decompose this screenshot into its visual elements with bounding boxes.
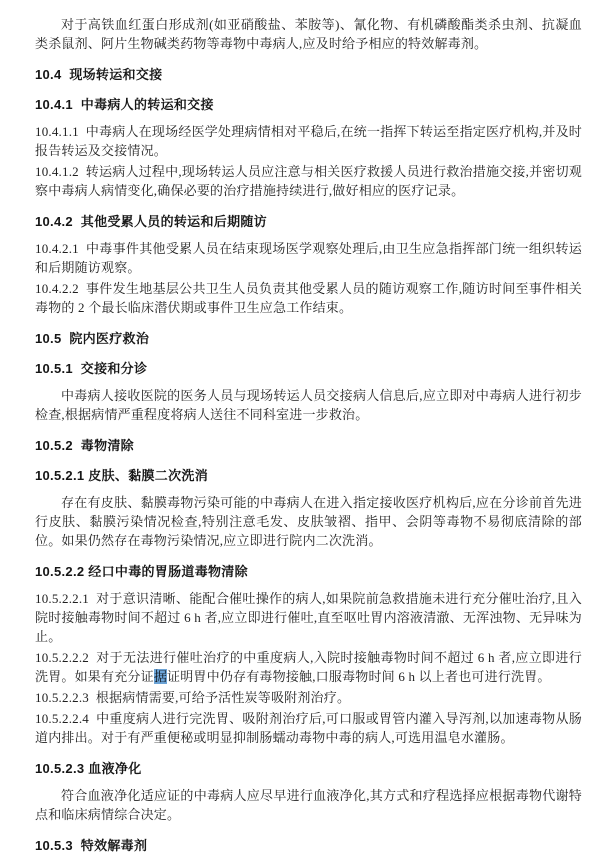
heading-10-5-2-3: 10.5.2.3 血液净化 xyxy=(35,761,142,776)
heading-10-5-1: 10.5.1 交接和分诊 xyxy=(35,361,148,376)
paragraph-text-after-selection: 证明胃中仍存有毒物接触,口服毒物时间 6 h 以上者也可进行洗胃。 xyxy=(167,669,551,684)
heading-10-4: 10.4 现场转运和交接 xyxy=(35,67,163,82)
heading-10-4-1: 10.4.1 中毒病人的转运和交接 xyxy=(35,97,214,112)
heading-10-5-2-1: 10.5.2.1 皮肤、黏膜二次洗消 xyxy=(35,468,208,483)
heading-10-5-2-2: 10.5.2.2 经口中毒的胃肠道毒物清除 xyxy=(35,564,248,579)
paragraph-10-5-2-2-4: 10.5.2.2.4 中重度病人进行完洗胃、吸附剂治疗后,可口服或胃管内灌入导泻剂,以加速毒物从肠道内排出。对于有严重便秘或明显抑制肠蠕动毒物中毒的病人,可选用温皂水灌肠。 xyxy=(35,711,582,745)
paragraph-10-4-2-2: 10.4.2.2 事件发生地基层公共卫生人员负责其他受累人员的随访观察工作,随访时间至事件相关毒物的 2 个最长临床潜伏期或事件卫生应急工作结束。 xyxy=(35,281,582,315)
paragraph-antidote-intro: 对于高铁血红蛋白形成剂(如亚硝酸盐、苯胺等)、氰化物、有机磷酸酯类杀虫剂、抗凝血类杀鼠剂、阿片生物碱类药物等毒物中毒病人,应及时给予相应的特效解毒剂。 xyxy=(35,17,582,51)
paragraph-10-4-1-1: 10.4.1.1 中毒病人在现场经医学处理病情相对平稳后,在统一指挥下转运至指定医疗机构,并及时报告转运及交接情况。 xyxy=(35,124,582,158)
paragraph-10-5-2-2-2 xyxy=(35,648,582,686)
paragraph-triage: 中毒病人接收医院的医务人员与现场转运人员交接病人信息后,应立即对中毒病人进行初步检查,根据病情严重程度将病人送往不同科室进一步救治。 xyxy=(35,388,582,422)
paragraph-10-5-2-2-3: 10.5.2.2.3 根据病情需要,可给予活性炭等吸附剂治疗。 xyxy=(35,690,351,705)
heading-10-5: 10.5 院内医疗救治 xyxy=(35,331,150,346)
heading-10-4-2: 10.4.2 其他受累人员的转运和后期随访 xyxy=(35,214,267,229)
heading-10-5-2: 10.5.2 毒物清除 xyxy=(35,438,134,453)
paragraph-10-5-2-2-1: 10.5.2.2.1 对于意识清晰、能配合催吐操作的病人,如果院前急救措施未进行充分催吐治疗,且入院时接触毒物时间不超过 6 h 者,应立即进行催吐,直至呕吐胃内溶液清澈、无浑浊物、无异味为止。 xyxy=(35,591,582,644)
paragraph-text-before-selection: 10.5.2.2.2 对于无法进行催吐治疗的中重度病人,入院时接触毒物时间不超过 6 h 者,应立即进行洗胃。如果有充分证 xyxy=(35,650,582,684)
paragraph-10-4-1-2: 10.4.1.2 转运病人过程中,现场转运人员应注意与相关医疗救援人员进行救治措施交接,并密切观察中毒病人病情变化,确保必要的治疗措施持续进行,做好相应的医疗记录。 xyxy=(35,164,582,198)
selected-text: 据 xyxy=(153,669,168,684)
paragraph-skin-decontamination: 存在有皮肤、黏膜毒物污染可能的中毒病人在进入指定接收医疗机构后,应在分诊前首先进行皮肤、黏膜污染情况检查,特别注意毛发、皮肤皱褶、指甲、会阴等毒物不易彻底清除的部位。如果仍然存在毒物污染情况,应立即进行院内二次洗消。 xyxy=(35,495,582,548)
heading-10-5-3: 10.5.3 特效解毒剂 xyxy=(35,838,148,853)
paragraph-blood-purification: 符合血液净化适应证的中毒病人应尽早进行血液净化,其方式和疗程选择应根据毒物代谢特点和临床病情综合决定。 xyxy=(35,788,582,822)
paragraph-10-4-2-1: 10.4.2.1 中毒事件其他受累人员在结束现场医学观察处理后,由卫生应急指挥部门统一组织转运和后期随访观察。 xyxy=(35,241,582,275)
